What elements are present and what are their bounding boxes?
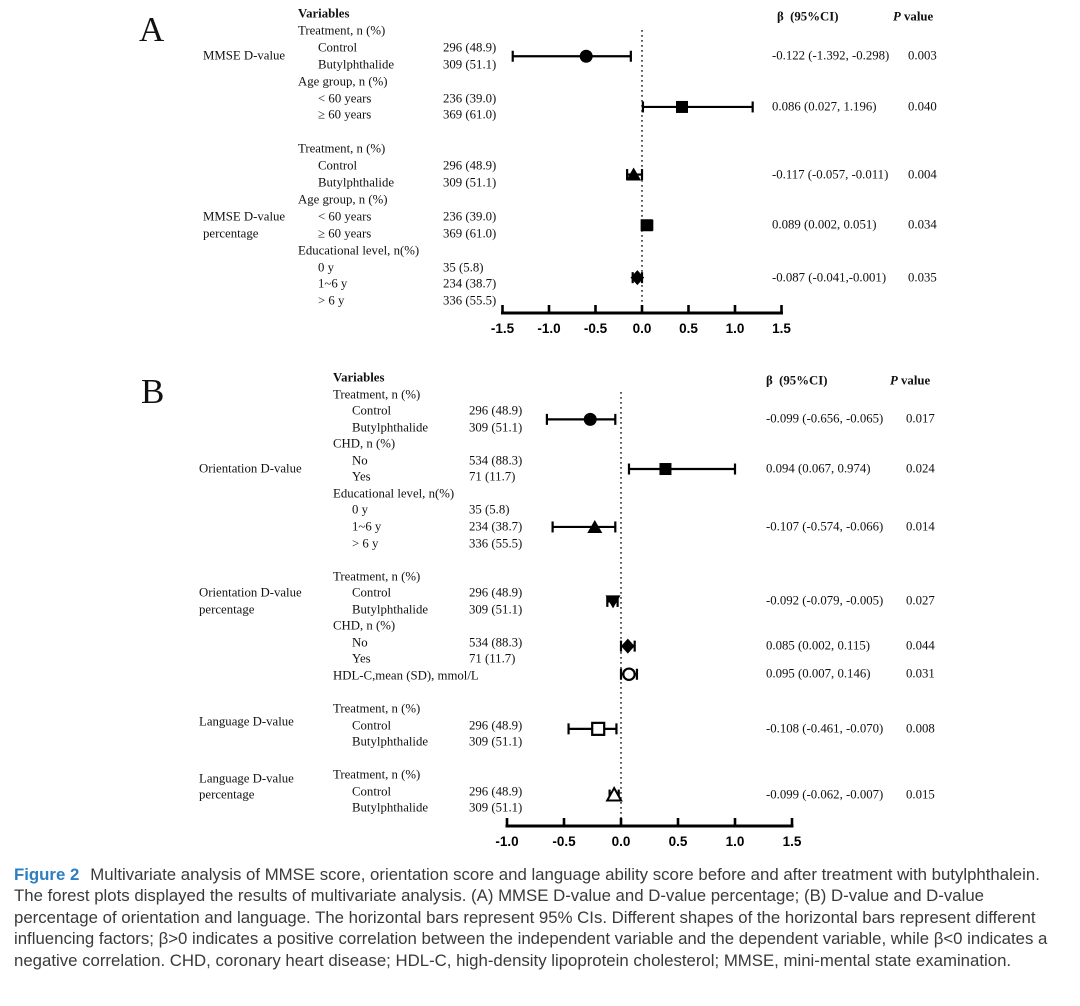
count-value: 309 (51.1) xyxy=(469,734,523,749)
variable-label: Control xyxy=(352,718,392,733)
variable-label: 1~6 y xyxy=(352,519,382,534)
outcome-label: MMSE D-value xyxy=(203,48,286,63)
variable-label: Yes xyxy=(352,469,371,484)
x-axis-tick-label: -1.0 xyxy=(537,321,561,336)
p-value-header-italic: P xyxy=(893,9,901,24)
outcome-label: Orientation D-value xyxy=(199,585,302,600)
beta-ci-value: -0.107 (-0.574, -0.066) xyxy=(766,519,884,534)
x-axis-tick-label: 0.0 xyxy=(611,834,631,849)
variable-label: Butylphthalide xyxy=(352,420,429,435)
x-axis-tick-label: 1.5 xyxy=(782,834,802,849)
variable-label: 1~6 y xyxy=(318,276,348,291)
x-axis-tick-label: 1.5 xyxy=(772,321,791,336)
beta-ci-value: 0.085 (0.002, 0.115) xyxy=(766,638,871,653)
beta-ci-value: 0.094 (0.067, 0.974) xyxy=(766,461,871,476)
panel-letter-B: B xyxy=(141,372,165,411)
x-axis-tick-label: 0.0 xyxy=(632,321,652,336)
variable-label: CHD, n (%) xyxy=(333,436,396,451)
p-value: 0.031 xyxy=(906,666,935,681)
p-value: 0.004 xyxy=(908,167,937,182)
variable-label: Butylphthalide xyxy=(318,57,395,72)
beta-ci-value: -0.117 (-0.057, -0.011) xyxy=(772,167,889,182)
variable-label: CHD, n (%) xyxy=(333,618,396,633)
variable-label: Treatment, n (%) xyxy=(333,767,421,782)
x-axis-tick-label: 1.0 xyxy=(725,321,745,336)
figure-caption-label: Figure 2 xyxy=(14,865,80,884)
count-value: 309 (51.1) xyxy=(469,420,523,435)
p-value: 0.014 xyxy=(906,519,935,534)
count-value: 234 (38.7) xyxy=(443,276,497,291)
beta-ci-value: 0.095 (0.007, 0.146) xyxy=(766,666,871,681)
variable-label: ≥ 60 years xyxy=(318,226,372,241)
count-value: 336 (55.5) xyxy=(469,536,523,550)
variable-label: No xyxy=(352,635,368,650)
p-value-header: P value xyxy=(890,373,931,388)
outcome-label: percentage xyxy=(203,226,259,241)
p-value: 0.015 xyxy=(906,787,935,802)
x-axis-tick-label: -0.5 xyxy=(583,321,608,336)
beta-ci-value: -0.099 (-0.062, -0.007) xyxy=(766,787,884,802)
beta-ci-value: -0.108 (-0.461, -0.070) xyxy=(766,721,884,736)
p-value-header-italic: P xyxy=(890,373,898,388)
x-axis-tick-label: 0.5 xyxy=(679,321,698,336)
outcome-label: MMSE D-value xyxy=(203,209,286,224)
p-value-header: P value xyxy=(893,9,934,24)
figure-caption-text: Multivariate analysis of MMSE score, orientation score and language ability score before and after treatment with butylphthalein. The forest plots displayed the results of multivariate analysis. (A) MMSE D-value and D-value percentage; (B) D-value and D-value percentage of orientation and language. The horizontal bars represent 95% CIs. Different shapes of the horizontal bars represent different influencing factors; β>0 indicates a positive correlation between the independent variable and the dependent variable, while β<0 indicates a negative correlation. CHD, coronary heart disease; HDL-C, high-density lipoprotein cholesterol; MMSE, mini-mental state examination. xyxy=(14,865,1048,970)
beta-ci-value: -0.087 (-0.041,-0.001) xyxy=(772,270,887,285)
variables-header: Variables xyxy=(333,370,385,385)
outcome-label: percentage xyxy=(199,787,255,802)
variable-label: Educational level, n(%) xyxy=(333,486,455,501)
beta-ci-header: β (95%CI) xyxy=(777,9,839,24)
outcome-label: Language D-value xyxy=(199,771,294,785)
count-value: 296 (48.9) xyxy=(443,40,497,55)
variable-label: No xyxy=(352,453,368,468)
variable-label: Age group, n (%) xyxy=(298,74,388,89)
p-value: 0.034 xyxy=(908,217,937,232)
beta-ci-header: β (95%CI) xyxy=(766,373,828,388)
beta-ci-value: 0.086 (0.027, 1.196) xyxy=(772,99,877,114)
variables-header: Variables xyxy=(298,6,350,21)
count-value: 309 (51.1) xyxy=(443,175,497,190)
variable-label: Treatment, n (%) xyxy=(298,141,386,156)
beta-ci-value: -0.099 (-0.656, -0.065) xyxy=(766,411,884,426)
count-value: 309 (51.1) xyxy=(443,57,497,72)
variable-label: ≥ 60 years xyxy=(318,107,372,122)
variable-label: Control xyxy=(352,585,392,600)
variable-label: < 60 years xyxy=(318,209,372,224)
variable-label: Treatment, n (%) xyxy=(333,387,421,402)
x-axis-tick-label: -1.0 xyxy=(495,834,519,849)
variable-label: Age group, n (%) xyxy=(298,192,388,207)
count-value: 309 (51.1) xyxy=(469,602,523,617)
count-value: 236 (39.0) xyxy=(443,209,497,224)
variable-label: HDL-C,mean (SD), mmol/L xyxy=(333,668,479,683)
count-value: 534 (88.3) xyxy=(469,635,523,650)
variable-label: Control xyxy=(318,158,358,173)
variable-label: < 60 years xyxy=(318,91,372,105)
variable-label: Butylphthalide xyxy=(318,175,395,190)
count-value: 296 (48.9) xyxy=(469,403,523,418)
x-axis-tick-label: 0.5 xyxy=(668,834,688,849)
count-value: 534 (88.3) xyxy=(469,453,523,468)
p-value: 0.024 xyxy=(906,461,935,476)
variable-label: Educational level, n(%) xyxy=(298,243,420,258)
p-value: 0.044 xyxy=(906,638,935,653)
variable-label: Treatment, n (%) xyxy=(298,23,386,38)
variable-label: Yes xyxy=(352,651,371,666)
variable-label: Butylphthalide xyxy=(352,602,429,617)
p-value: 0.017 xyxy=(906,411,935,426)
count-value: 234 (38.7) xyxy=(469,519,523,534)
count-value: 35 (5.8) xyxy=(443,260,484,274)
x-axis-tick-label: 1.0 xyxy=(725,834,745,849)
variable-label: Treatment, n (%) xyxy=(333,569,421,584)
count-value: 296 (48.9) xyxy=(469,718,523,733)
variable-label: 0 y xyxy=(318,260,334,274)
x-axis-tick-label: -0.5 xyxy=(552,834,576,849)
count-value: 369 (61.0) xyxy=(443,107,497,122)
count-value: 369 (61.0) xyxy=(443,226,497,241)
variable-label: Butylphthalide xyxy=(352,800,429,815)
count-value: 296 (48.9) xyxy=(469,784,523,799)
variable-label: 0 y xyxy=(352,502,368,517)
variable-label: Control xyxy=(352,403,392,418)
outcome-label: Orientation D-value xyxy=(199,461,302,476)
count-value: 296 (48.9) xyxy=(443,158,497,173)
variable-label: > 6 y xyxy=(318,293,345,308)
variable-label: > 6 y xyxy=(352,536,379,550)
p-value: 0.008 xyxy=(906,721,935,736)
count-value: 71 (11.7) xyxy=(469,469,516,484)
variable-label: Control xyxy=(352,784,392,799)
beta-ci-value: -0.122 (-1.392, -0.298) xyxy=(772,48,890,63)
variable-label: Butylphthalide xyxy=(352,734,429,749)
p-value: 0.027 xyxy=(906,593,935,608)
beta-ci-value: 0.089 (0.002, 0.051) xyxy=(772,217,877,232)
p-value: 0.040 xyxy=(908,99,937,114)
x-axis-tick-label: -1.5 xyxy=(490,321,515,336)
figure-caption xyxy=(14,864,1070,971)
variable-label: Treatment, n (%) xyxy=(333,701,421,716)
count-value: 296 (48.9) xyxy=(469,585,523,600)
count-value: 336 (55.5) xyxy=(443,293,497,308)
count-value: 71 (11.7) xyxy=(469,651,516,666)
p-value: 0.003 xyxy=(908,48,937,63)
count-value: 236 (39.0) xyxy=(443,91,497,105)
count-value: 309 (51.1) xyxy=(469,800,523,815)
outcome-label: Language D-value xyxy=(199,714,294,729)
variable-label: Control xyxy=(318,40,358,55)
panel-letter-A: A xyxy=(139,10,165,49)
outcome-label: percentage xyxy=(199,602,255,617)
p-value: 0.035 xyxy=(908,270,937,285)
beta-ci-value: -0.092 (-0.079, -0.005) xyxy=(766,593,884,608)
count-value: 35 (5.8) xyxy=(469,502,510,517)
